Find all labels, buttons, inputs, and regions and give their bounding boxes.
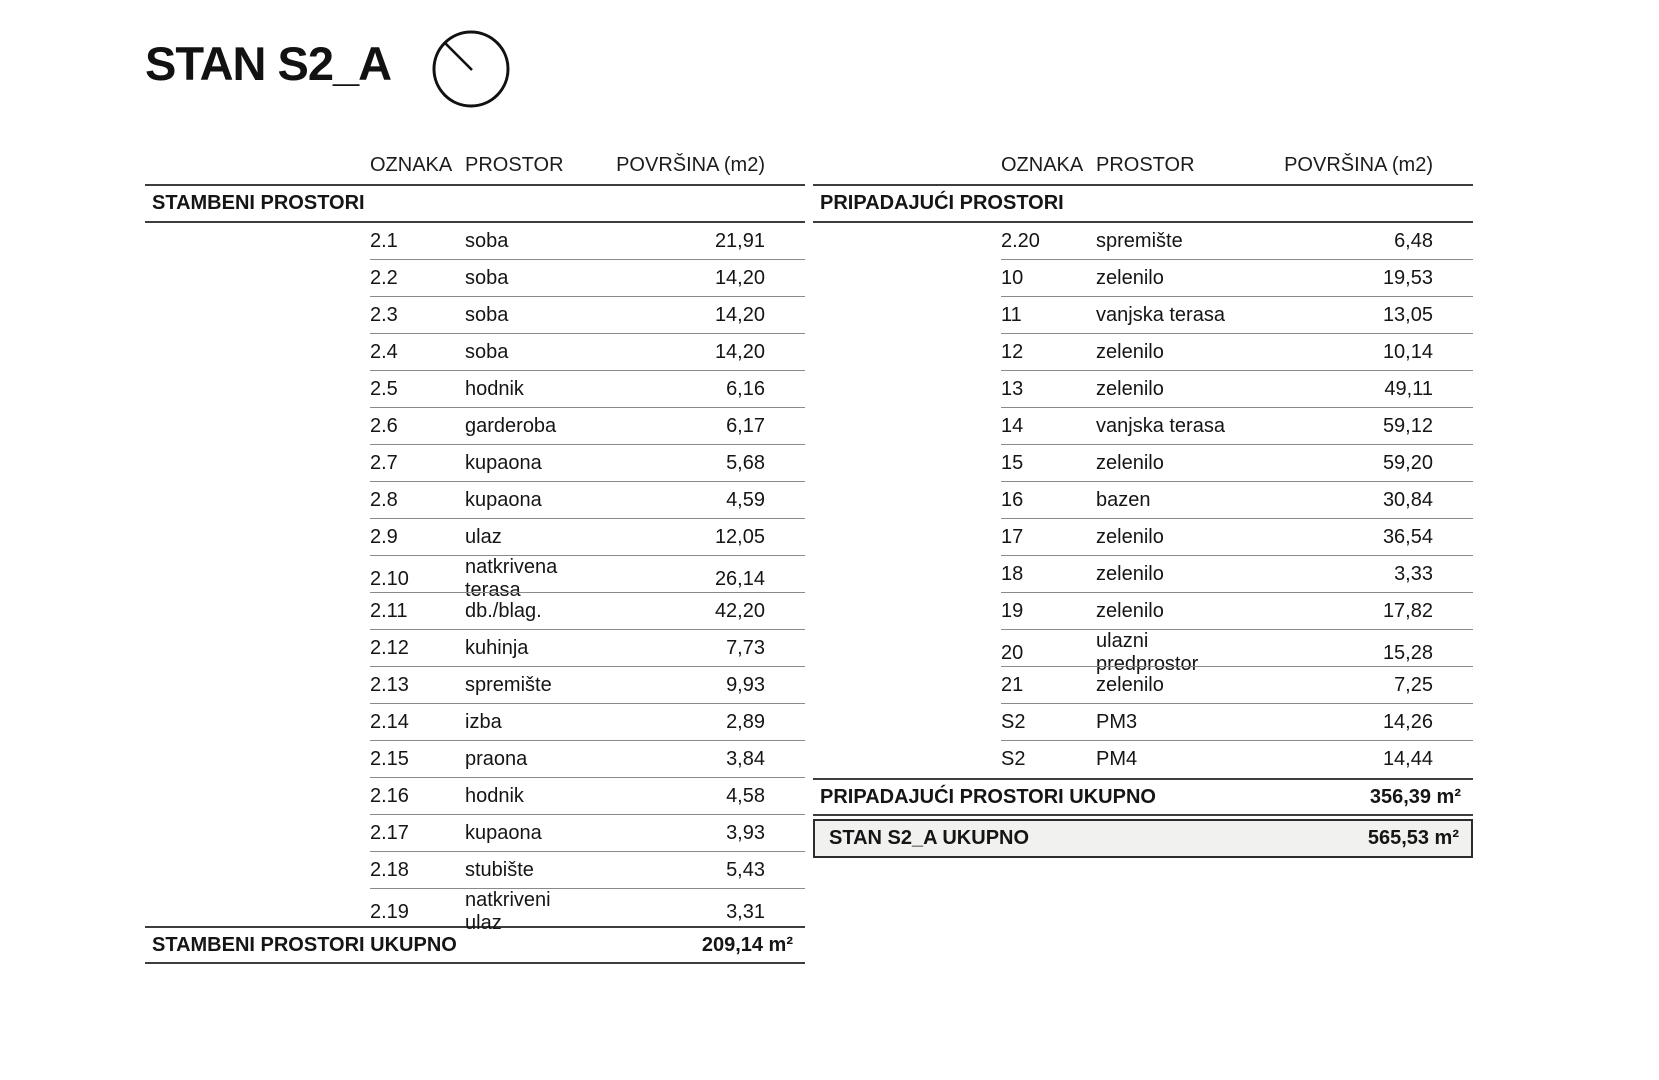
cell-oznaka: 21 <box>1001 674 1024 696</box>
cell-prostor: spremište <box>465 674 552 696</box>
cell-povrsina: 14,26 <box>1382 711 1433 733</box>
cell-prostor: zelenilo <box>1096 267 1164 289</box>
table-row <box>813 260 1473 297</box>
cell-prostor: hodnik <box>465 785 524 807</box>
table-row <box>145 408 805 445</box>
table-row <box>813 371 1473 408</box>
cell-povrsina: 5,68 <box>726 452 765 474</box>
cell-povrsina: 6,16 <box>726 378 765 400</box>
cell-prostor: zelenilo <box>1096 526 1164 548</box>
cell-povrsina: 13,05 <box>1382 304 1433 326</box>
table-row <box>145 778 805 815</box>
cell-prostor: zelenilo <box>1096 452 1164 474</box>
section-header-label: STAMBENI PROSTORI <box>152 192 365 214</box>
cell-povrsina: 7,73 <box>726 637 765 659</box>
table-row <box>813 630 1473 675</box>
cell-oznaka: 2.2 <box>370 267 398 289</box>
cell-oznaka: 2.11 <box>370 600 408 622</box>
cell-prostor: natkrivena terasa <box>465 556 558 601</box>
cell-prostor: soba <box>465 304 509 326</box>
cell-povrsina: 21,91 <box>714 230 765 252</box>
cell-prostor: stubište <box>465 859 534 881</box>
table-rows <box>145 223 805 934</box>
column-header-prostor: PROSTOR <box>1096 154 1195 176</box>
cell-prostor: ulazni predprostor <box>1096 630 1199 675</box>
table-row <box>145 223 805 260</box>
cell-povrsina: 49,11 <box>1384 378 1433 400</box>
table-row <box>145 297 805 334</box>
table-row <box>813 445 1473 482</box>
cell-povrsina: 7,25 <box>1394 674 1433 696</box>
table-row <box>145 519 805 556</box>
total-value: 356,39 m² <box>1369 785 1461 808</box>
cell-oznaka: 2.3 <box>370 304 398 326</box>
cell-prostor: vanjska terasa <box>1096 415 1225 437</box>
column-header-prostor: PROSTOR <box>465 154 564 176</box>
cell-oznaka: 12 <box>1001 341 1024 363</box>
residential-spaces-table <box>145 150 805 964</box>
cell-oznaka: 17 <box>1001 526 1024 548</box>
total-value: 209,14 m² <box>701 933 793 956</box>
cell-oznaka: 2.15 <box>370 748 409 770</box>
total-label: PRIPADAJUĆI PROSTORI UKUPNO <box>820 785 1156 808</box>
cell-oznaka: 2.7 <box>370 452 398 474</box>
table-rows <box>813 223 1473 778</box>
cell-povrsina: 14,20 <box>714 304 765 326</box>
cell-oznaka: 10 <box>1001 267 1024 289</box>
north-indicator-icon <box>431 29 511 109</box>
cell-oznaka: 2.5 <box>370 378 398 400</box>
cell-oznaka: 2.16 <box>370 785 409 807</box>
table-row <box>813 741 1473 778</box>
grand-total-value: 565,53 m² <box>1367 827 1459 849</box>
section-header-label: PRIPADAJUĆI PROSTORI <box>820 192 1064 214</box>
table-row <box>813 482 1473 519</box>
table-row <box>813 556 1473 593</box>
cell-oznaka: 11 <box>1001 304 1022 326</box>
cell-prostor: izba <box>465 711 502 733</box>
cell-oznaka: 2.9 <box>370 526 398 548</box>
cell-povrsina: 59,20 <box>1382 452 1433 474</box>
cell-povrsina: 3,33 <box>1394 563 1433 585</box>
cell-oznaka: S2 <box>1001 748 1026 770</box>
cell-povrsina: 12,05 <box>714 526 765 548</box>
table-row <box>813 667 1473 704</box>
cell-oznaka: 2.6 <box>370 415 398 437</box>
cell-oznaka: 19 <box>1001 600 1024 622</box>
cell-oznaka: 2.20 <box>1001 230 1040 252</box>
cell-povrsina: 19,53 <box>1382 267 1433 289</box>
cell-povrsina: 14,20 <box>714 267 765 289</box>
table-row <box>813 593 1473 630</box>
table-row <box>145 260 805 297</box>
table-row <box>813 334 1473 371</box>
cell-povrsina: 26,14 <box>714 567 765 590</box>
table-row <box>813 704 1473 741</box>
cell-prostor: PM4 <box>1096 748 1138 770</box>
cell-prostor: praona <box>465 748 528 770</box>
cell-prostor: spremište <box>1096 230 1183 252</box>
cell-povrsina: 4,59 <box>726 489 765 511</box>
cell-oznaka: S2 <box>1001 711 1026 733</box>
cell-prostor: db./blag. <box>465 600 542 622</box>
cell-oznaka: 18 <box>1001 563 1024 585</box>
table-row <box>145 741 805 778</box>
cell-oznaka: 2.18 <box>370 859 409 881</box>
cell-oznaka: 2.4 <box>370 341 398 363</box>
cell-povrsina: 3,84 <box>726 748 765 770</box>
cell-povrsina: 5,43 <box>726 859 765 881</box>
table-total-row <box>813 778 1473 816</box>
table-row <box>145 667 805 704</box>
cell-prostor: bazen <box>1096 489 1151 511</box>
table-row <box>813 519 1473 556</box>
table-row <box>145 852 805 889</box>
cell-prostor: zelenilo <box>1096 600 1164 622</box>
cell-prostor: natkriveni ulaz <box>465 889 551 934</box>
section-header-row <box>813 186 1473 223</box>
cell-prostor: soba <box>465 230 509 252</box>
cell-prostor: PM3 <box>1096 711 1138 733</box>
grand-total-row <box>813 819 1473 858</box>
cell-prostor: zelenilo <box>1096 563 1164 585</box>
table-row <box>145 889 805 934</box>
cell-prostor: soba <box>465 341 509 363</box>
cell-oznaka: 2.19 <box>370 900 409 923</box>
cell-oznaka: 2.1 <box>370 230 398 252</box>
total-label: STAMBENI PROSTORI UKUPNO <box>152 933 457 956</box>
cell-povrsina: 2,89 <box>726 711 765 733</box>
table-row <box>145 371 805 408</box>
table-row <box>145 556 805 601</box>
page-title: STAN S2_A <box>145 37 392 90</box>
cell-povrsina: 59,12 <box>1382 415 1433 437</box>
cell-povrsina: 42,20 <box>714 600 765 622</box>
cell-prostor: kupaona <box>465 489 542 511</box>
cell-oznaka: 2.8 <box>370 489 398 511</box>
cell-povrsina: 17,82 <box>1382 600 1433 622</box>
column-header-oznaka: OZNAKA <box>1001 154 1084 176</box>
cell-oznaka: 20 <box>1001 641 1024 664</box>
cell-povrsina: 14,20 <box>714 341 765 363</box>
cell-oznaka: 13 <box>1001 378 1024 400</box>
table-row <box>145 815 805 852</box>
table-row <box>145 482 805 519</box>
cell-prostor: kupaona <box>465 452 542 474</box>
cell-oznaka: 2.13 <box>370 674 409 696</box>
cell-prostor: soba <box>465 267 509 289</box>
column-header-povrsina: POVRŠINA (m2) <box>1284 154 1433 176</box>
cell-povrsina: 9,93 <box>726 674 765 696</box>
cell-oznaka: 2.17 <box>370 822 409 844</box>
cell-povrsina: 14,44 <box>1382 748 1433 770</box>
cell-povrsina: 4,58 <box>726 785 765 807</box>
cell-prostor: kuhinja <box>465 637 529 659</box>
section-header-row <box>145 186 805 223</box>
cell-prostor: hodnik <box>465 378 524 400</box>
table-row <box>813 297 1473 334</box>
cell-oznaka: 16 <box>1001 489 1024 511</box>
grand-total-label: STAN S2_A UKUPNO <box>829 827 1030 849</box>
cell-oznaka: 14 <box>1001 415 1024 437</box>
cell-prostor: zelenilo <box>1096 674 1164 696</box>
cell-prostor: vanjska terasa <box>1096 304 1225 326</box>
column-header-oznaka: OZNAKA <box>370 154 453 176</box>
cell-povrsina: 15,28 <box>1382 641 1433 664</box>
table-row <box>145 445 805 482</box>
cell-prostor: kupaona <box>465 822 542 844</box>
table-row <box>145 334 805 371</box>
cell-povrsina: 3,31 <box>726 900 765 923</box>
cell-povrsina: 6,17 <box>726 415 765 437</box>
cell-povrsina: 36,54 <box>1382 526 1433 548</box>
cell-povrsina: 3,93 <box>726 822 765 844</box>
table-row <box>145 704 805 741</box>
cell-oznaka: 2.14 <box>370 711 409 733</box>
cell-povrsina: 30,84 <box>1382 489 1433 511</box>
associated-spaces-table <box>813 150 1473 858</box>
table-row <box>813 223 1473 260</box>
column-header-povrsina: POVRŠINA (m2) <box>616 154 765 176</box>
table-row <box>145 593 805 630</box>
cell-oznaka: 2.10 <box>370 567 409 590</box>
cell-prostor: zelenilo <box>1096 378 1164 400</box>
cell-povrsina: 10,14 <box>1382 341 1433 363</box>
cell-povrsina: 6,48 <box>1394 230 1433 252</box>
column-header-row <box>813 150 1473 186</box>
cell-prostor: ulaz <box>465 526 502 548</box>
table-row <box>813 408 1473 445</box>
table-row <box>145 630 805 667</box>
column-header-row <box>145 150 805 186</box>
cell-oznaka: 2.12 <box>370 637 409 659</box>
cell-prostor: garderoba <box>465 415 557 437</box>
cell-prostor: zelenilo <box>1096 341 1164 363</box>
cell-oznaka: 15 <box>1001 452 1024 474</box>
